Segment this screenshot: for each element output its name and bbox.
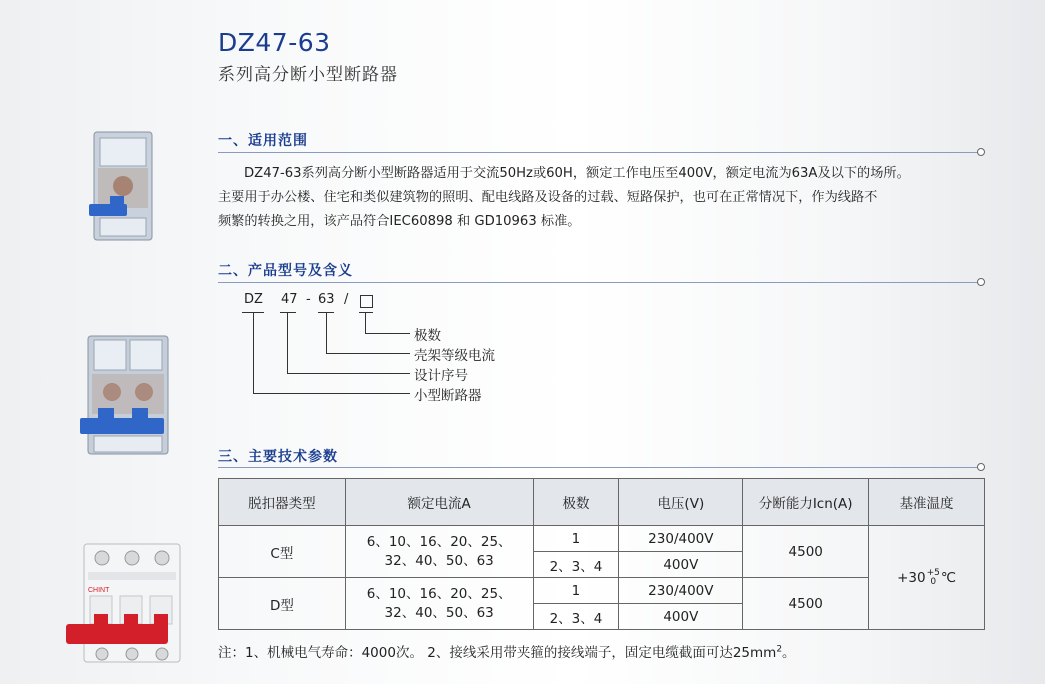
section-divider	[218, 152, 978, 153]
divider-end-dot	[977, 278, 985, 286]
model-code-47: 47	[281, 292, 298, 307]
cell-base-temperature: +30 +5 0 ℃	[869, 526, 985, 630]
col-header-voltage: 电压(V)	[619, 479, 743, 526]
cell-poles: 1	[533, 526, 619, 552]
breaker-1p-image	[86, 126, 160, 244]
label-miniature-breaker: 小型断路器	[414, 388, 482, 404]
divider-end-dot	[977, 148, 985, 156]
label-frame-current: 壳架等级电流	[414, 348, 495, 364]
brand-mark: CHINT	[88, 587, 110, 594]
spec-table	[218, 478, 985, 630]
cell-voltage: 230/400V	[619, 578, 743, 604]
label-poles: 极数	[414, 328, 441, 344]
cell-breaking: 4500	[743, 578, 869, 630]
cell-poles: 2、3、4	[533, 552, 619, 578]
breaker-2p-image	[78, 332, 174, 458]
application-paragraph	[218, 162, 988, 234]
cell-trip-type: C型	[219, 526, 346, 578]
cell-voltage: 230/400V	[619, 526, 743, 552]
current-line-2: 32、40、50、63	[384, 552, 494, 569]
model-code-dash: -	[306, 292, 311, 307]
table-row	[219, 526, 985, 552]
col-header-rated-current: 额定电流A	[345, 479, 533, 526]
current-line-1: 6、10、16、20、25、	[366, 533, 512, 550]
connector-breaker	[253, 312, 410, 394]
divider-end-dot	[977, 463, 985, 471]
section-model-heading: 二、产品型号及含义	[218, 263, 353, 279]
page-title: DZ47-63	[218, 28, 331, 57]
section-divider	[218, 467, 978, 468]
cell-poles: 1	[533, 578, 619, 604]
page-subtitle: 系列高分断小型断路器	[218, 65, 398, 85]
application-line-2: 主要用于办公楼、住宅和类似建筑物的照明、配电线路及设备的过载、短路保护，也可在正常情况下，作为线路不	[218, 190, 878, 205]
footnote: 注：1、机械电气寿命：4000次。 2、接线采用带夹箍的接线端子，固定电缆截面可达$25mm^2$。	[218, 644, 796, 661]
model-code-slash: /	[344, 292, 349, 307]
pole-placeholder-box	[360, 295, 373, 312]
current-line-2: 32、40、50、63	[384, 604, 494, 621]
col-header-poles: 极数	[533, 479, 619, 526]
col-header-trip-type: 脱扣器类型	[219, 479, 346, 526]
application-line-3: 频繁的转换之用，该产品符合IEC60898 和 GD10963 标准。	[218, 214, 581, 229]
cell-rated-current	[345, 578, 533, 630]
cell-trip-type: D型	[219, 578, 346, 630]
cell-voltage: 400V	[619, 604, 743, 630]
section-divider	[218, 282, 978, 283]
cell-breaking: 4500	[743, 526, 869, 578]
application-line-1: DZ47-63系列高分断小型断路器适用于交流50Hz或60H，额定工作电压至400V，额定电流为63A及以下的场所。	[244, 166, 910, 181]
current-line-1: 6、10、16、20、25、	[366, 585, 512, 602]
col-header-base-temp: 基准温度	[869, 479, 985, 526]
section-application-heading: 一、适用范围	[218, 133, 308, 149]
cell-poles: 2、3、4	[533, 604, 619, 630]
breaker-3p-image	[64, 540, 184, 668]
table-header-row	[219, 479, 985, 526]
cell-rated-current	[345, 526, 533, 578]
model-code-63: 63	[318, 292, 335, 307]
cell-voltage: 400V	[619, 552, 743, 578]
model-code-dz: DZ	[244, 292, 263, 307]
section-specs-heading: 三、主要技术参数	[218, 449, 338, 465]
label-design-serial: 设计序号	[414, 368, 468, 384]
col-header-breaking-capacity: 分断能力Icn(A)	[743, 479, 869, 526]
